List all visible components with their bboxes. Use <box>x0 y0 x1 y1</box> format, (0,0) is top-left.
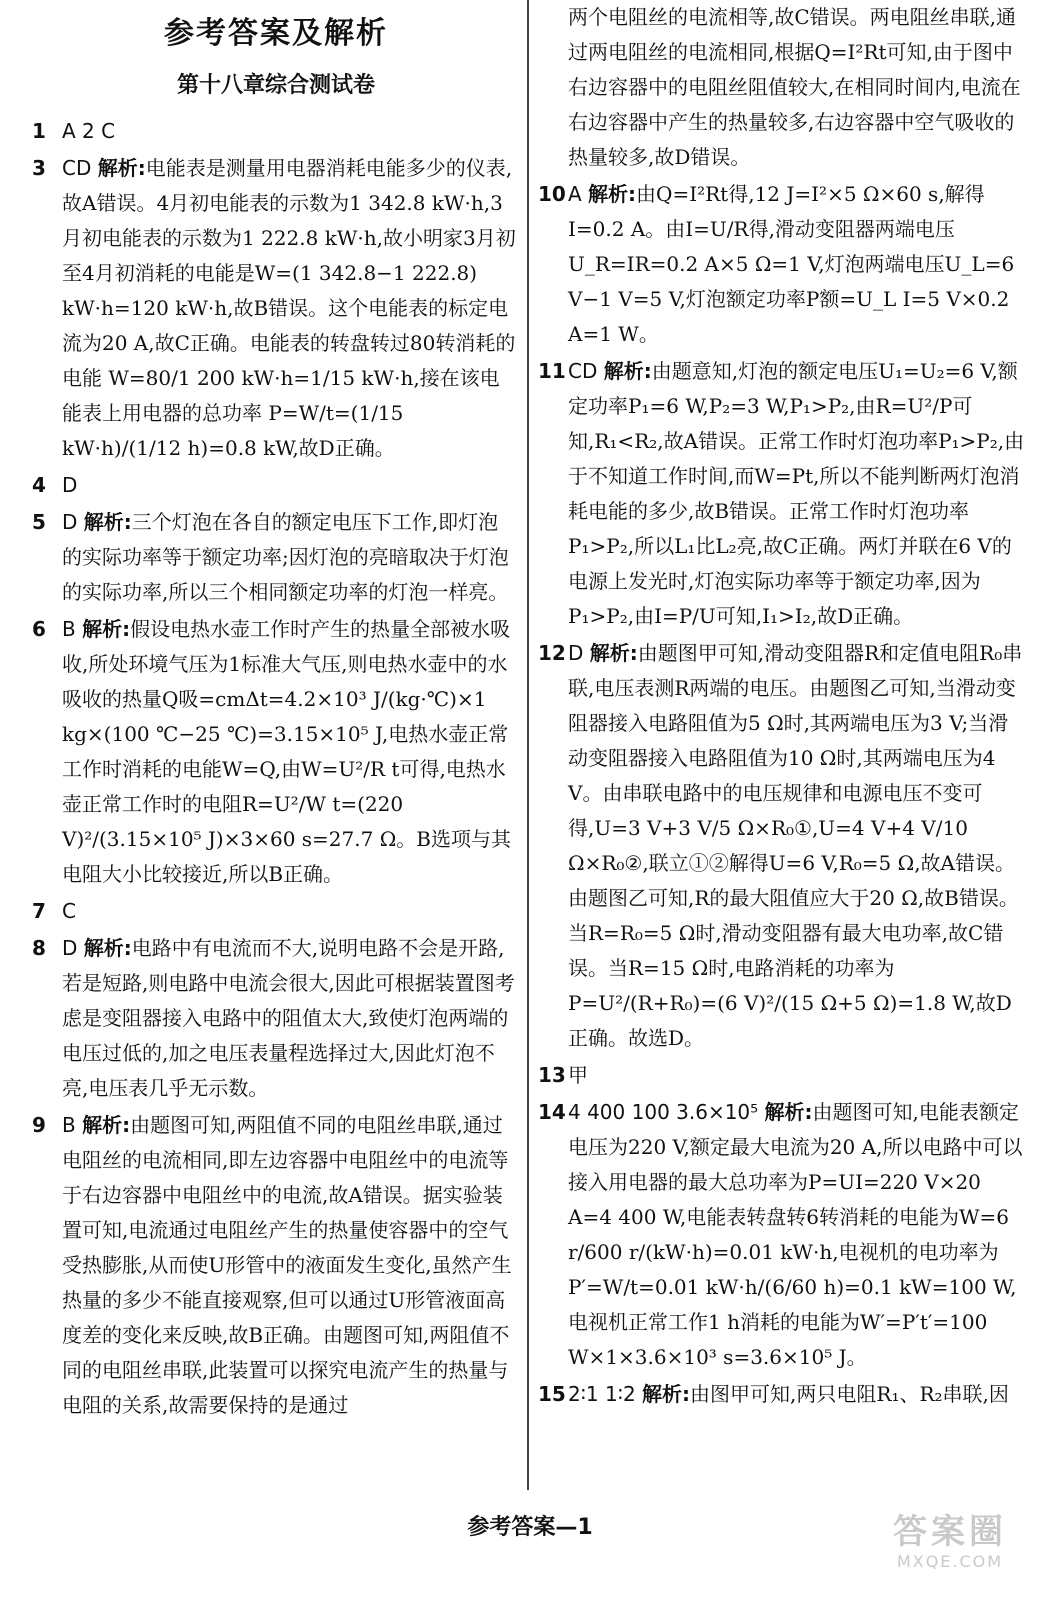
answer-item <box>34 1108 518 1423</box>
question-number: 3 <box>32 156 46 180</box>
answer-item <box>34 894 518 929</box>
question-number: 7 <box>32 899 46 923</box>
section-title: 第十八章综合测试卷 <box>176 73 375 98</box>
answer-choice: B <box>62 617 76 641</box>
question-number: 15 <box>538 1382 566 1406</box>
analysis-text: 由图甲可知,两只电阻R₁、R₂串联,因 <box>690 1382 1009 1406</box>
answer-choice: D <box>62 936 78 960</box>
analysis-label: 解析: <box>97 156 146 180</box>
answer-choice: B <box>62 1113 76 1137</box>
analysis-label: 解析: <box>642 1382 691 1406</box>
analysis-label: 解析: <box>82 1113 131 1137</box>
question-number: 6 <box>32 617 46 641</box>
question-number: 9 <box>32 1113 46 1137</box>
answer-item <box>34 612 518 892</box>
answer-choice: C <box>62 899 76 923</box>
answer-list-left <box>34 114 518 1423</box>
question-number: 13 <box>538 1063 566 1087</box>
answer-item <box>540 354 1028 634</box>
analysis-label: 解析: <box>589 641 638 665</box>
answer-item <box>540 636 1028 1056</box>
analysis-text: 电能表是测量用电器消耗电能多少的仪表,故A错误。4月初电能表的示数为1 342.8 kW·h,3月初电能表的示数为1 222.8 kW·h,故小明家3月初至4月初消耗的电能是W=(1 342.8−1 222.8) kW·h=120 kW·h,故B错误。这个电能表的标定电流为20 A,故C正确。电能表的转盘转过80转消耗的电能 W=80/1 200 kW·h=1/15 kW·h,接在该电能表上用电器的总功率 P=W/t=(1/15 kW·h)/(1/12 h)=0.8 kW,故D正确。 <box>62 156 516 460</box>
answer-list-right <box>540 0 1028 1412</box>
answer-choice: D <box>568 641 584 665</box>
answer-item <box>34 931 518 1106</box>
question-number: 8 <box>32 936 46 960</box>
answer-item <box>34 151 518 466</box>
answer-choice: 甲 <box>568 1063 588 1087</box>
analysis-label: 解析: <box>82 617 131 641</box>
analysis-text: 两个电阻丝的电流相等,故C错误。两电阻丝串联,通过两电阻丝的电流相同,根据Q=I²Rt可知,由于图中右边容器中的电阻丝阻值较大,在相同时间内,电流在右边容器中产生的热量较多,右边容器中空气吸收的热量较多,故D错误。 <box>568 5 1021 169</box>
answer-choice: CD <box>568 359 598 383</box>
watermark-text: 答案圈 <box>893 1512 1007 1552</box>
question-number: 4 <box>32 473 46 497</box>
right-column <box>540 0 1028 1414</box>
left-column <box>34 0 518 1425</box>
answer-choice: A <box>568 182 582 206</box>
analysis-text: 由Q=I²Rt得,12 J=I²×5 Ω×60 s,解得I=0.2 A。由I=U/R得,滑动变阻器两端电压U_R=IR=0.2 A×5 Ω=1 V,灯泡两端电压U_L=6 V−1 V=5 V,灯泡额定功率P额=U_L I=5 V×0.2 A=1 W。 <box>568 182 1015 346</box>
analysis-label: 解析: <box>764 1100 813 1124</box>
answer-choice: D <box>62 510 78 534</box>
answer-choice: CD <box>62 156 92 180</box>
answer-item <box>540 1095 1028 1375</box>
analysis-label: 解析: <box>83 936 132 960</box>
answer-item <box>34 114 518 149</box>
answer-item <box>34 505 518 610</box>
question-number: 11 <box>538 359 566 383</box>
analysis-text: 由题图甲可知,滑动变阻器R和定值电阻R₀串联,电压表测R两端的电压。由题图乙可知,当滑动变阻器接入电路阻值为5 Ω时,其两端电压为3 V;当滑动变阻器接入电路阻值为10 Ω时,其两端电压为4 V。由串联电路中的电压规律和电源电压不变可得,U=3 V+3 V/5 Ω×R₀①,U=4 V+4 V/10 Ω×R₀②,联立①②解得U=6 V,R₀=5 Ω,故A错误。由题图乙可知,R的最大阻值应大于20 Ω,故B错误。当R=R₀=5 Ω时,滑动变阻器有最大电功率,故C错误。当R=15 Ω时,电路消耗的功率为P=U²/(R+R₀)=(6 V)²/(15 Ω+5 Ω)=1.8 W,故D正确。故选D。 <box>568 641 1023 1050</box>
analysis-text: 由题图可知,两阻值不同的电阻丝串联,通过电阻丝的电流相同,即左边容器中电阻丝中的电流等于右边容器中电阻丝中的电流,故A错误。据实验装置可知,电流通过电阻丝产生的热量使容器中的空气受热膨胀,从而使U形管中的液面发生变化,虽然产生热量的多少不能直接观察,但可以通过U形管液面高度差的变化来反映,故B正确。由题图可知,两阻值不同的电阻丝串联,此装置可以探究电流产生的热量与电阻的关系,故需要保持的是通过 <box>62 1113 512 1417</box>
answer-choice: A 2 C <box>62 119 116 143</box>
watermark-url: MXQE.COM <box>896 1552 1004 1571</box>
analysis-text: 由题图可知,电能表额定电压为220 V,额定最大电流为20 A,所以电路中可以接入用电器的最大总功率为P=UI=220 V×20 A=4 400 W,电能表转盘转6转消耗的电能为W=6 r/600 r/(kW·h)=0.01 kW·h,电视机的电功率为P′=W/t=0.01 kW·h/(6/60 h)=0.1 kW=100 W,电视机正常工作1 h消耗的电能为W′=P′t′=100 W×1×3.6×10³ s=3.6×10⁵ J。 <box>568 1100 1023 1369</box>
answer-item <box>540 1377 1028 1412</box>
answer-choice: 4 400 100 3.6×10⁵ <box>568 1100 759 1124</box>
answer-item <box>540 1058 1028 1093</box>
answer-choice: 2∶1 1∶2 <box>568 1382 636 1406</box>
analysis-text: 由题意知,灯泡的额定电压U₁=U₂=6 V,额定功率P₁=6 W,P₂=3 W,P₁>P₂,由R=U²/P可知,R₁<R₂,故A错误。正常工作时灯泡功率P₁>P₂,由于不知道工作时间,而W=Pt,所以不能判断两灯泡消耗电能的多少,故B错误。正常工作时灯泡功率P₁>P₂,所以L₁比L₂亮,故C正确。两灯并联在6 V的电源上发光时,灯泡实际功率等于额定功率,因为P₁>P₂,由I=P/U可知,I₁>I₂,故D正确。 <box>568 359 1025 628</box>
answer-item <box>540 177 1028 352</box>
question-number: 10 <box>538 182 566 206</box>
question-number: 1 <box>32 119 46 143</box>
answer-item <box>540 0 1028 175</box>
analysis-label: 解析: <box>588 182 637 206</box>
analysis-text: 假设电热水壶工作时产生的热量全部被水吸收,所处环境气压为1标准大气压,则电热水壶中的水吸收的热量Q吸=cmΔt=4.2×10³ J/(kg·℃)×1 kg×(100 ℃−25 ℃)=3.15×10⁵ J,电热水壶正常工作时消耗的电能W=Q,由W=U²/R t可得,电热水壶正常工作时的电阻R=U²/W t=(220 V)²/(3.15×10⁵ J)×3×60 s=27.7 Ω。B选项与其电阻大小比较接近,所以B正确。 <box>62 617 511 886</box>
analysis-text: 电路中有电流而不大,说明电路不会是开路,若是短路,则电路中电流会很大,因此可根据装置图考虑是变阻器接入电路中的阻值太大,致使灯泡两端的电压过低的,加之电压表量程选择过大,因此灯泡不亮,电压表几乎无示数。 <box>62 936 515 1100</box>
analysis-label: 解析: <box>83 510 132 534</box>
page-footer: 参考答案—1 <box>467 1515 593 1540</box>
question-number: 5 <box>32 510 46 534</box>
answer-item <box>34 468 518 503</box>
answer-choice: D <box>62 473 78 497</box>
question-number: 14 <box>538 1100 566 1124</box>
column-divider <box>527 0 529 1490</box>
page-title: 参考答案及解析 <box>164 16 388 51</box>
watermark-logo <box>870 1512 1030 1582</box>
question-number: 12 <box>538 641 566 665</box>
analysis-label: 解析: <box>603 359 652 383</box>
analysis-text: 三个灯泡在各自的额定电压下工作,即灯泡的实际功率等于额定功率;因灯泡的亮暗取决于灯泡的实际功率,所以三个相同额定功率的灯泡一样亮。 <box>62 510 509 604</box>
